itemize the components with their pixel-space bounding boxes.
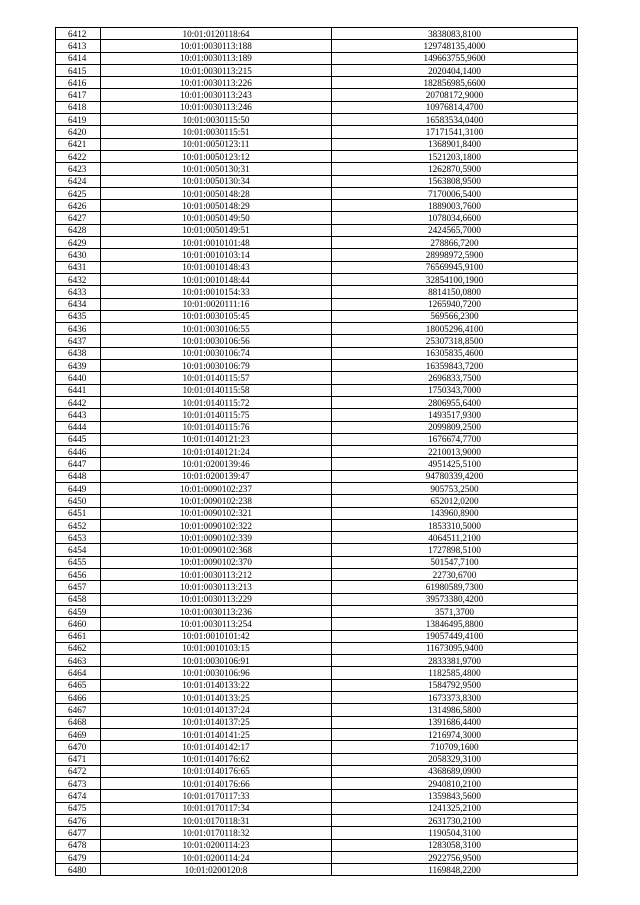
cadastral-number-cell: 10:01:0140115:57 [101, 372, 332, 384]
value-cell: 2940810,2100 [332, 778, 578, 790]
table-row [56, 421, 578, 433]
value-cell: 2210013,9000 [332, 446, 578, 458]
table-row [56, 384, 578, 396]
row-number-cell: 6423 [56, 163, 101, 175]
value-cell: 16359843,7200 [332, 360, 578, 372]
value-cell: 2922756,9500 [332, 851, 578, 863]
table-row [56, 237, 578, 249]
value-cell: 1368901,8400 [332, 138, 578, 150]
table-row [56, 790, 578, 802]
table-row [56, 409, 578, 421]
row-number-cell: 6413 [56, 40, 101, 52]
cadastral-number-cell: 10:01:0140115:58 [101, 384, 332, 396]
row-number-cell: 6465 [56, 679, 101, 691]
cadastral-number-cell: 10:01:0030106:74 [101, 347, 332, 359]
table-row [56, 618, 578, 630]
row-number-cell: 6429 [56, 237, 101, 249]
table-row [56, 532, 578, 544]
cadastral-number-cell: 10:01:0170118:31 [101, 815, 332, 827]
cadastral-number-cell: 10:01:0010101:42 [101, 630, 332, 642]
table-row [56, 741, 578, 753]
value-cell: 2806955,6400 [332, 396, 578, 408]
value-cell: 1673373,8300 [332, 692, 578, 704]
cadastral-number-cell: 10:01:0200114:24 [101, 851, 332, 863]
row-number-cell: 6417 [56, 89, 101, 101]
row-number-cell: 6420 [56, 126, 101, 138]
table-row [56, 470, 578, 482]
cadastral-number-cell: 10:01:0140141:25 [101, 728, 332, 740]
cadastral-number-cell: 10:01:0030113:212 [101, 569, 332, 581]
row-number-cell: 6461 [56, 630, 101, 642]
value-cell: 1265940,7200 [332, 298, 578, 310]
value-cell: 1521203,1800 [332, 150, 578, 162]
table-row [56, 273, 578, 285]
value-cell: 1241325,2100 [332, 802, 578, 814]
value-cell: 3838083,8100 [332, 28, 578, 40]
cadastral-number-cell: 10:01:0050130:31 [101, 163, 332, 175]
row-number-cell: 6446 [56, 446, 101, 458]
value-cell: 2020404,1400 [332, 64, 578, 76]
row-number-cell: 6432 [56, 273, 101, 285]
data-table-body [56, 28, 578, 876]
row-number-cell: 6444 [56, 421, 101, 433]
table-row [56, 126, 578, 138]
row-number-cell: 6459 [56, 605, 101, 617]
table-row [56, 446, 578, 458]
cadastral-number-cell: 10:01:0030113:213 [101, 581, 332, 593]
row-number-cell: 6474 [56, 790, 101, 802]
table-row [56, 261, 578, 273]
table-row [56, 679, 578, 691]
row-number-cell: 6463 [56, 655, 101, 667]
data-table [55, 27, 578, 876]
table-row [56, 28, 578, 40]
cadastral-number-cell: 10:01:0090102:322 [101, 519, 332, 531]
value-cell: 1314986,5800 [332, 704, 578, 716]
value-cell: 4951425,5100 [332, 458, 578, 470]
table-row [56, 630, 578, 642]
value-cell: 143960,8900 [332, 507, 578, 519]
value-cell: 2631730,2100 [332, 815, 578, 827]
table-row [56, 507, 578, 519]
value-cell: 1359843,5600 [332, 790, 578, 802]
row-number-cell: 6464 [56, 667, 101, 679]
value-cell: 278866,7200 [332, 237, 578, 249]
value-cell: 11673095,9400 [332, 642, 578, 654]
row-number-cell: 6460 [56, 618, 101, 630]
value-cell: 18005296,4100 [332, 323, 578, 335]
value-cell: 2424565,7000 [332, 224, 578, 236]
table-row [56, 323, 578, 335]
value-cell: 1889003,7600 [332, 200, 578, 212]
cadastral-number-cell: 10:01:0090102:238 [101, 495, 332, 507]
cadastral-number-cell: 10:01:0030113:215 [101, 64, 332, 76]
value-cell: 1182585,4800 [332, 667, 578, 679]
cadastral-number-cell: 10:01:0140176:62 [101, 753, 332, 765]
row-number-cell: 6478 [56, 839, 101, 851]
value-cell: 129748135,4000 [332, 40, 578, 52]
value-cell: 94780339,4200 [332, 470, 578, 482]
cadastral-number-cell: 10:01:0170117:33 [101, 790, 332, 802]
table-row [56, 864, 578, 876]
value-cell: 1750343,7000 [332, 384, 578, 396]
row-number-cell: 6480 [56, 864, 101, 876]
row-number-cell: 6439 [56, 360, 101, 372]
value-cell: 1262870,5900 [332, 163, 578, 175]
table-row [56, 581, 578, 593]
value-cell: 182856985,6600 [332, 77, 578, 89]
cadastral-number-cell: 10:01:0030106:96 [101, 667, 332, 679]
row-number-cell: 6426 [56, 200, 101, 212]
row-number-cell: 6467 [56, 704, 101, 716]
cadastral-number-cell: 10:01:0140176:66 [101, 778, 332, 790]
value-cell: 710709,1600 [332, 741, 578, 753]
table-row [56, 249, 578, 261]
row-number-cell: 6434 [56, 298, 101, 310]
row-number-cell: 6448 [56, 470, 101, 482]
row-number-cell: 6470 [56, 741, 101, 753]
value-cell: 4064511,2100 [332, 532, 578, 544]
row-number-cell: 6475 [56, 802, 101, 814]
value-cell: 2058329,3100 [332, 753, 578, 765]
cadastral-number-cell: 10:01:0140133:25 [101, 692, 332, 704]
table-row [56, 716, 578, 728]
table-row [56, 544, 578, 556]
table-row [56, 52, 578, 64]
row-number-cell: 6449 [56, 482, 101, 494]
row-number-cell: 6412 [56, 28, 101, 40]
table-row [56, 593, 578, 605]
row-number-cell: 6452 [56, 519, 101, 531]
value-cell: 1169848,2200 [332, 864, 578, 876]
value-cell: 1727898,5100 [332, 544, 578, 556]
table-row [56, 482, 578, 494]
cadastral-number-cell: 10:01:0050149:50 [101, 212, 332, 224]
table-row [56, 851, 578, 863]
table-row [56, 101, 578, 113]
row-number-cell: 6455 [56, 556, 101, 568]
table-row [56, 667, 578, 679]
cadastral-number-cell: 10:01:0010148:44 [101, 273, 332, 285]
cadastral-number-cell: 10:01:0030106:79 [101, 360, 332, 372]
cadastral-number-cell: 10:01:0010154:33 [101, 286, 332, 298]
cadastral-number-cell: 10:01:0200120:8 [101, 864, 332, 876]
row-number-cell: 6462 [56, 642, 101, 654]
table-row [56, 310, 578, 322]
value-cell: 19057449,4100 [332, 630, 578, 642]
table-row [56, 40, 578, 52]
cadastral-number-cell: 10:01:0200114:23 [101, 839, 332, 851]
table-row [56, 372, 578, 384]
value-cell: 1190504,3100 [332, 827, 578, 839]
table-row [56, 396, 578, 408]
row-number-cell: 6416 [56, 77, 101, 89]
table-row [56, 605, 578, 617]
cadastral-number-cell: 10:01:0030113:254 [101, 618, 332, 630]
cadastral-number-cell: 10:01:0030105:45 [101, 310, 332, 322]
table-row [56, 77, 578, 89]
value-cell: 1078034,6600 [332, 212, 578, 224]
cadastral-number-cell: 10:01:0030106:91 [101, 655, 332, 667]
row-number-cell: 6447 [56, 458, 101, 470]
row-number-cell: 6437 [56, 335, 101, 347]
table-row [56, 138, 578, 150]
cadastral-number-cell: 10:01:0200139:46 [101, 458, 332, 470]
table-row [56, 187, 578, 199]
table-row [56, 212, 578, 224]
row-number-cell: 6433 [56, 286, 101, 298]
value-cell: 2099809,2500 [332, 421, 578, 433]
table-row [56, 114, 578, 126]
cadastral-number-cell: 10:01:0030115:51 [101, 126, 332, 138]
table-row [56, 200, 578, 212]
table-row [56, 519, 578, 531]
table-row [56, 815, 578, 827]
cadastral-number-cell: 10:01:0030113:189 [101, 52, 332, 64]
row-number-cell: 6435 [56, 310, 101, 322]
cadastral-number-cell: 10:01:0050123:12 [101, 150, 332, 162]
value-cell: 16583534,0400 [332, 114, 578, 126]
cadastral-number-cell: 10:01:0140121:24 [101, 446, 332, 458]
row-number-cell: 6440 [56, 372, 101, 384]
cadastral-number-cell: 10:01:0140115:72 [101, 396, 332, 408]
table-row [56, 692, 578, 704]
cadastral-number-cell: 10:01:0170117:34 [101, 802, 332, 814]
table-row [56, 765, 578, 777]
value-cell: 1283058,3100 [332, 839, 578, 851]
value-cell: 1676674,7700 [332, 433, 578, 445]
row-number-cell: 6430 [56, 249, 101, 261]
value-cell: 28998972,5900 [332, 249, 578, 261]
cadastral-number-cell: 10:01:0170118:32 [101, 827, 332, 839]
value-cell: 1563808,9500 [332, 175, 578, 187]
row-number-cell: 6477 [56, 827, 101, 839]
cadastral-number-cell: 10:01:0140121:23 [101, 433, 332, 445]
table-row [56, 433, 578, 445]
row-number-cell: 6427 [56, 212, 101, 224]
table-row [56, 839, 578, 851]
cadastral-number-cell: 10:01:0050148:28 [101, 187, 332, 199]
table-row [56, 827, 578, 839]
cadastral-number-cell: 10:01:0140115:76 [101, 421, 332, 433]
table-row [56, 753, 578, 765]
cadastral-number-cell: 10:01:0120118:64 [101, 28, 332, 40]
row-number-cell: 6421 [56, 138, 101, 150]
cadastral-number-cell: 10:01:0030106:56 [101, 335, 332, 347]
row-number-cell: 6457 [56, 581, 101, 593]
value-cell: 2833381,9700 [332, 655, 578, 667]
cadastral-number-cell: 10:01:0090102:368 [101, 544, 332, 556]
table-row [56, 347, 578, 359]
row-number-cell: 6466 [56, 692, 101, 704]
table-row [56, 495, 578, 507]
row-number-cell: 6422 [56, 150, 101, 162]
row-number-cell: 6451 [56, 507, 101, 519]
row-number-cell: 6476 [56, 815, 101, 827]
row-number-cell: 6453 [56, 532, 101, 544]
row-number-cell: 6458 [56, 593, 101, 605]
value-cell: 39573380,4200 [332, 593, 578, 605]
row-number-cell: 6454 [56, 544, 101, 556]
cadastral-number-cell: 10:01:0200139:47 [101, 470, 332, 482]
table-row [56, 224, 578, 236]
row-number-cell: 6424 [56, 175, 101, 187]
value-cell: 61980589,7300 [332, 581, 578, 593]
table-row [56, 458, 578, 470]
value-cell: 149663755,9600 [332, 52, 578, 64]
row-number-cell: 6418 [56, 101, 101, 113]
table-row [56, 556, 578, 568]
row-number-cell: 6428 [56, 224, 101, 236]
cadastral-number-cell: 10:01:0140142:17 [101, 741, 332, 753]
value-cell: 25307318,8500 [332, 335, 578, 347]
cadastral-number-cell: 10:01:0030113:188 [101, 40, 332, 52]
cadastral-number-cell: 10:01:0050123:11 [101, 138, 332, 150]
row-number-cell: 6479 [56, 851, 101, 863]
table-row [56, 642, 578, 654]
value-cell: 1584792,9500 [332, 679, 578, 691]
table-row [56, 175, 578, 187]
row-number-cell: 6431 [56, 261, 101, 273]
cadastral-number-cell: 10:01:0090102:237 [101, 482, 332, 494]
row-number-cell: 6468 [56, 716, 101, 728]
table-row [56, 89, 578, 101]
value-cell: 652012,0200 [332, 495, 578, 507]
value-cell: 1493517,9300 [332, 409, 578, 421]
cadastral-number-cell: 10:01:0030113:236 [101, 605, 332, 617]
cadastral-number-cell: 10:01:0010103:15 [101, 642, 332, 654]
value-cell: 7170006,5400 [332, 187, 578, 199]
row-number-cell: 6443 [56, 409, 101, 421]
row-number-cell: 6419 [56, 114, 101, 126]
table-row [56, 286, 578, 298]
value-cell: 4368689,0900 [332, 765, 578, 777]
row-number-cell: 6445 [56, 433, 101, 445]
row-number-cell: 6471 [56, 753, 101, 765]
value-cell: 17171541,3100 [332, 126, 578, 138]
row-number-cell: 6456 [56, 569, 101, 581]
cadastral-number-cell: 10:01:0090102:339 [101, 532, 332, 544]
cadastral-number-cell: 10:01:0050130:34 [101, 175, 332, 187]
cadastral-number-cell: 10:01:0020111:16 [101, 298, 332, 310]
cadastral-number-cell: 10:01:0010148:43 [101, 261, 332, 273]
table-row [56, 335, 578, 347]
cadastral-number-cell: 10:01:0090102:370 [101, 556, 332, 568]
cadastral-number-cell: 10:01:0030106:55 [101, 323, 332, 335]
cadastral-number-cell: 10:01:0030113:226 [101, 77, 332, 89]
value-cell: 905753,2500 [332, 482, 578, 494]
table-row [56, 298, 578, 310]
row-number-cell: 6441 [56, 384, 101, 396]
table-row [56, 163, 578, 175]
cadastral-number-cell: 10:01:0090102:321 [101, 507, 332, 519]
row-number-cell: 6436 [56, 323, 101, 335]
table-row [56, 778, 578, 790]
cadastral-number-cell: 10:01:0030113:246 [101, 101, 332, 113]
cadastral-number-cell: 10:01:0010103:14 [101, 249, 332, 261]
row-number-cell: 6442 [56, 396, 101, 408]
value-cell: 501547,7100 [332, 556, 578, 568]
value-cell: 1391686,4400 [332, 716, 578, 728]
cadastral-number-cell: 10:01:0030113:229 [101, 593, 332, 605]
cadastral-number-cell: 10:01:0140176:65 [101, 765, 332, 777]
table-row [56, 802, 578, 814]
cadastral-number-cell: 10:01:0140137:25 [101, 716, 332, 728]
cadastral-number-cell: 10:01:0050148:29 [101, 200, 332, 212]
row-number-cell: 6438 [56, 347, 101, 359]
value-cell: 1216974,3000 [332, 728, 578, 740]
value-cell: 16305835,4600 [332, 347, 578, 359]
cadastral-number-cell: 10:01:0140137:24 [101, 704, 332, 716]
value-cell: 32854100,1900 [332, 273, 578, 285]
table-row [56, 704, 578, 716]
value-cell: 8814150,0800 [332, 286, 578, 298]
row-number-cell: 6425 [56, 187, 101, 199]
row-number-cell: 6415 [56, 64, 101, 76]
value-cell: 10976814,4700 [332, 101, 578, 113]
row-number-cell: 6472 [56, 765, 101, 777]
value-cell: 2696833,7500 [332, 372, 578, 384]
table-row [56, 569, 578, 581]
value-cell: 22730,6700 [332, 569, 578, 581]
cadastral-number-cell: 10:01:0050149:51 [101, 224, 332, 236]
row-number-cell: 6473 [56, 778, 101, 790]
row-number-cell: 6450 [56, 495, 101, 507]
value-cell: 569566,2300 [332, 310, 578, 322]
cadastral-number-cell: 10:01:0030113:243 [101, 89, 332, 101]
row-number-cell: 6414 [56, 52, 101, 64]
value-cell: 76569945,9100 [332, 261, 578, 273]
table-row [56, 64, 578, 76]
table-row [56, 150, 578, 162]
value-cell: 20708172,9000 [332, 89, 578, 101]
table-row [56, 360, 578, 372]
table-row [56, 655, 578, 667]
row-number-cell: 6469 [56, 728, 101, 740]
cadastral-number-cell: 10:01:0140133:22 [101, 679, 332, 691]
cadastral-number-cell: 10:01:0030115:50 [101, 114, 332, 126]
table-row [56, 728, 578, 740]
value-cell: 13846495,8800 [332, 618, 578, 630]
value-cell: 3571,3700 [332, 605, 578, 617]
value-cell: 1853310,5000 [332, 519, 578, 531]
cadastral-number-cell: 10:01:0140115:75 [101, 409, 332, 421]
cadastral-number-cell: 10:01:0010101:48 [101, 237, 332, 249]
